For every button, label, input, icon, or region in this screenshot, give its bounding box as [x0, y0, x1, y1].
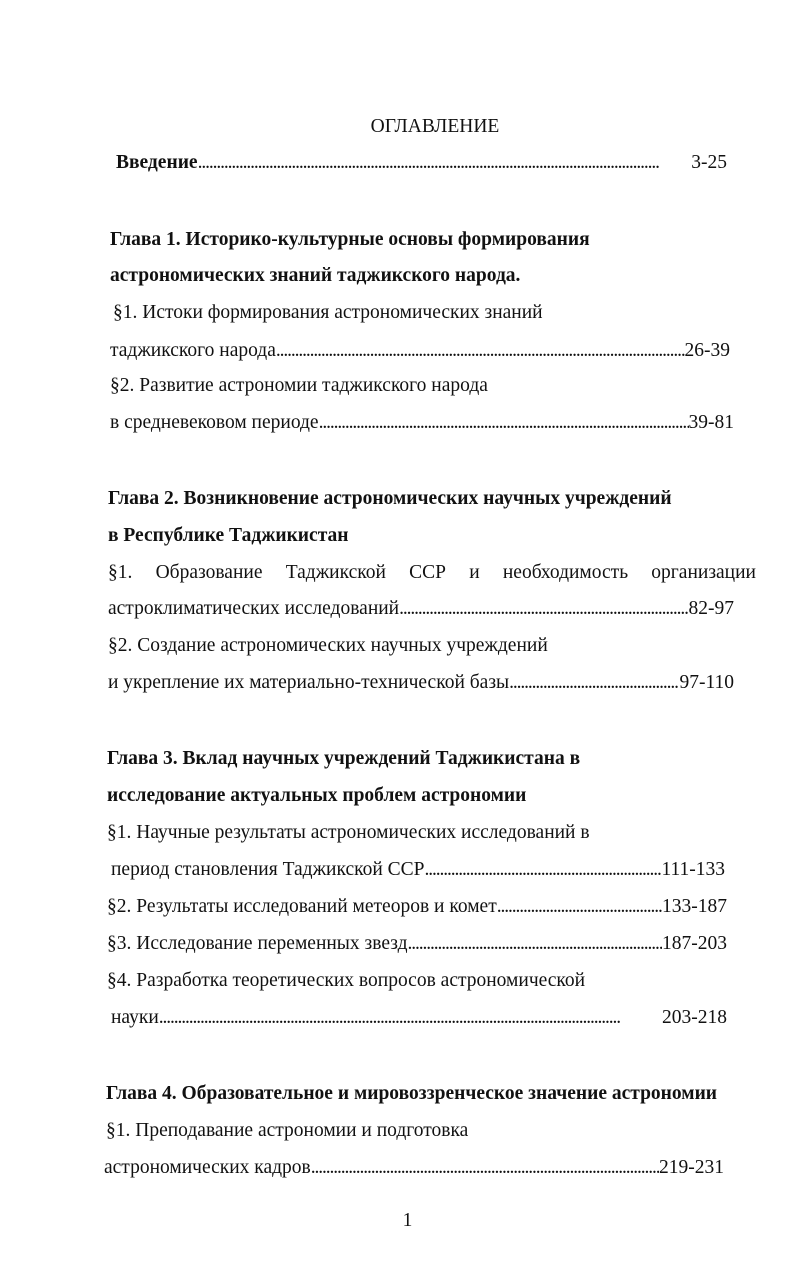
chapter-1-section-1-line-1: §1. Истоки формирования астрономических знаний: [113, 302, 543, 323]
toc-entry-ch2-s2[interactable]: [108, 670, 734, 696]
chapter-1-heading-line-2: астрономических знаний таджикского народа.: [110, 265, 521, 286]
toc-entry-label: таджикского народа: [110, 340, 276, 361]
toc-entry-label: Введение: [116, 152, 198, 173]
toc-entry-label: §2. Результаты исследований метеоров и комет: [107, 896, 497, 917]
dot-leader: [497, 894, 662, 920]
dot-leader: [399, 596, 688, 622]
dot-leader: [425, 857, 662, 883]
toc-entry-label: период становления Таджикской ССР: [111, 859, 425, 880]
chapter-1-section-2-line-1: §2. Развитие астрономии таджикского народа: [110, 375, 488, 396]
chapter-3-section-1-line-1: §1. Научные результаты астрономических исследований в: [107, 822, 590, 843]
toc-page-range: 97-110: [679, 672, 734, 693]
toc-page-range: 187-203: [662, 933, 727, 954]
toc-entry-ch3-s4[interactable]: [111, 1005, 727, 1031]
toc-entry-label: астроклиматических исследований: [108, 598, 400, 619]
chapter-3-section-4-line-1: §4. Разработка теоретических вопросов астрономической: [107, 970, 586, 991]
toc-entry-label: науки: [111, 1007, 159, 1028]
chapter-3-heading-line-2: исследование актуальных проблем астрономии: [107, 785, 527, 806]
page-number: 1: [402, 1210, 413, 1231]
toc-page-range: 219-231: [659, 1157, 724, 1178]
toc-page-range: 26-39: [684, 340, 730, 361]
chapter-4-section-1-line-1: §1. Преподавание астрономии и подготовка: [106, 1120, 469, 1141]
toc-page-range: 133-187: [662, 896, 727, 917]
chapter-3-heading-line-1: Глава 3. Вклад научных учреждений Таджикистана в: [107, 748, 581, 769]
dot-leader: [319, 410, 689, 436]
chapter-2-section-1-line-1: §1. Образование Таджикской ССР и необходимость организации: [108, 562, 756, 583]
page-title: ОГЛАВЛЕНИЕ: [370, 116, 500, 137]
dot-leader: [311, 1155, 659, 1181]
toc-entry-ch4-s1[interactable]: [104, 1155, 724, 1181]
chapter-2-heading-line-1: Глава 2. Возникновение астрономических научных учреждений: [108, 488, 672, 509]
toc-entry-ch1-s2[interactable]: [110, 410, 734, 436]
toc-page-range: 203-218: [662, 1007, 727, 1028]
toc-entry-label: §3. Исследование переменных звезд: [107, 933, 408, 954]
toc-entry-label: астрономических кадров: [104, 1157, 311, 1178]
toc-entry-ch3-s1[interactable]: [111, 857, 725, 883]
chapter-2-heading-line-2: в Республике Таджикистан: [108, 525, 349, 546]
toc-page-range: 3-25: [691, 152, 727, 173]
toc-page-range: 82-97: [688, 598, 734, 619]
dot-leader: [276, 338, 685, 364]
chapter-1-heading-line-1: Глава 1. Историко-культурные основы формирования: [110, 229, 590, 250]
dot-leader: [509, 670, 679, 696]
toc-entry-ch3-s2[interactable]: [107, 894, 727, 920]
toc-entry-intro[interactable]: [116, 150, 727, 176]
toc-entry-label: в средневековом периоде: [110, 412, 319, 433]
toc-page-range: 111-133: [661, 859, 725, 880]
toc-entry-ch2-s1[interactable]: [108, 596, 734, 622]
toc-page-range: 39-81: [688, 412, 734, 433]
chapter-2-section-2-line-1: §2. Создание астрономических научных учреждений: [108, 635, 548, 656]
dot-leader: [408, 931, 663, 957]
toc-entry-ch1-s1[interactable]: [110, 338, 730, 364]
dot-leader: [159, 1005, 662, 1031]
dot-leader: [198, 150, 692, 176]
chapter-4-heading-line-1: Глава 4. Образовательное и мировоззренческое значение астрономии: [106, 1083, 718, 1104]
toc-entry-label: и укрепление их материально-технической базы: [108, 672, 510, 693]
toc-entry-ch3-s3[interactable]: [107, 931, 727, 957]
